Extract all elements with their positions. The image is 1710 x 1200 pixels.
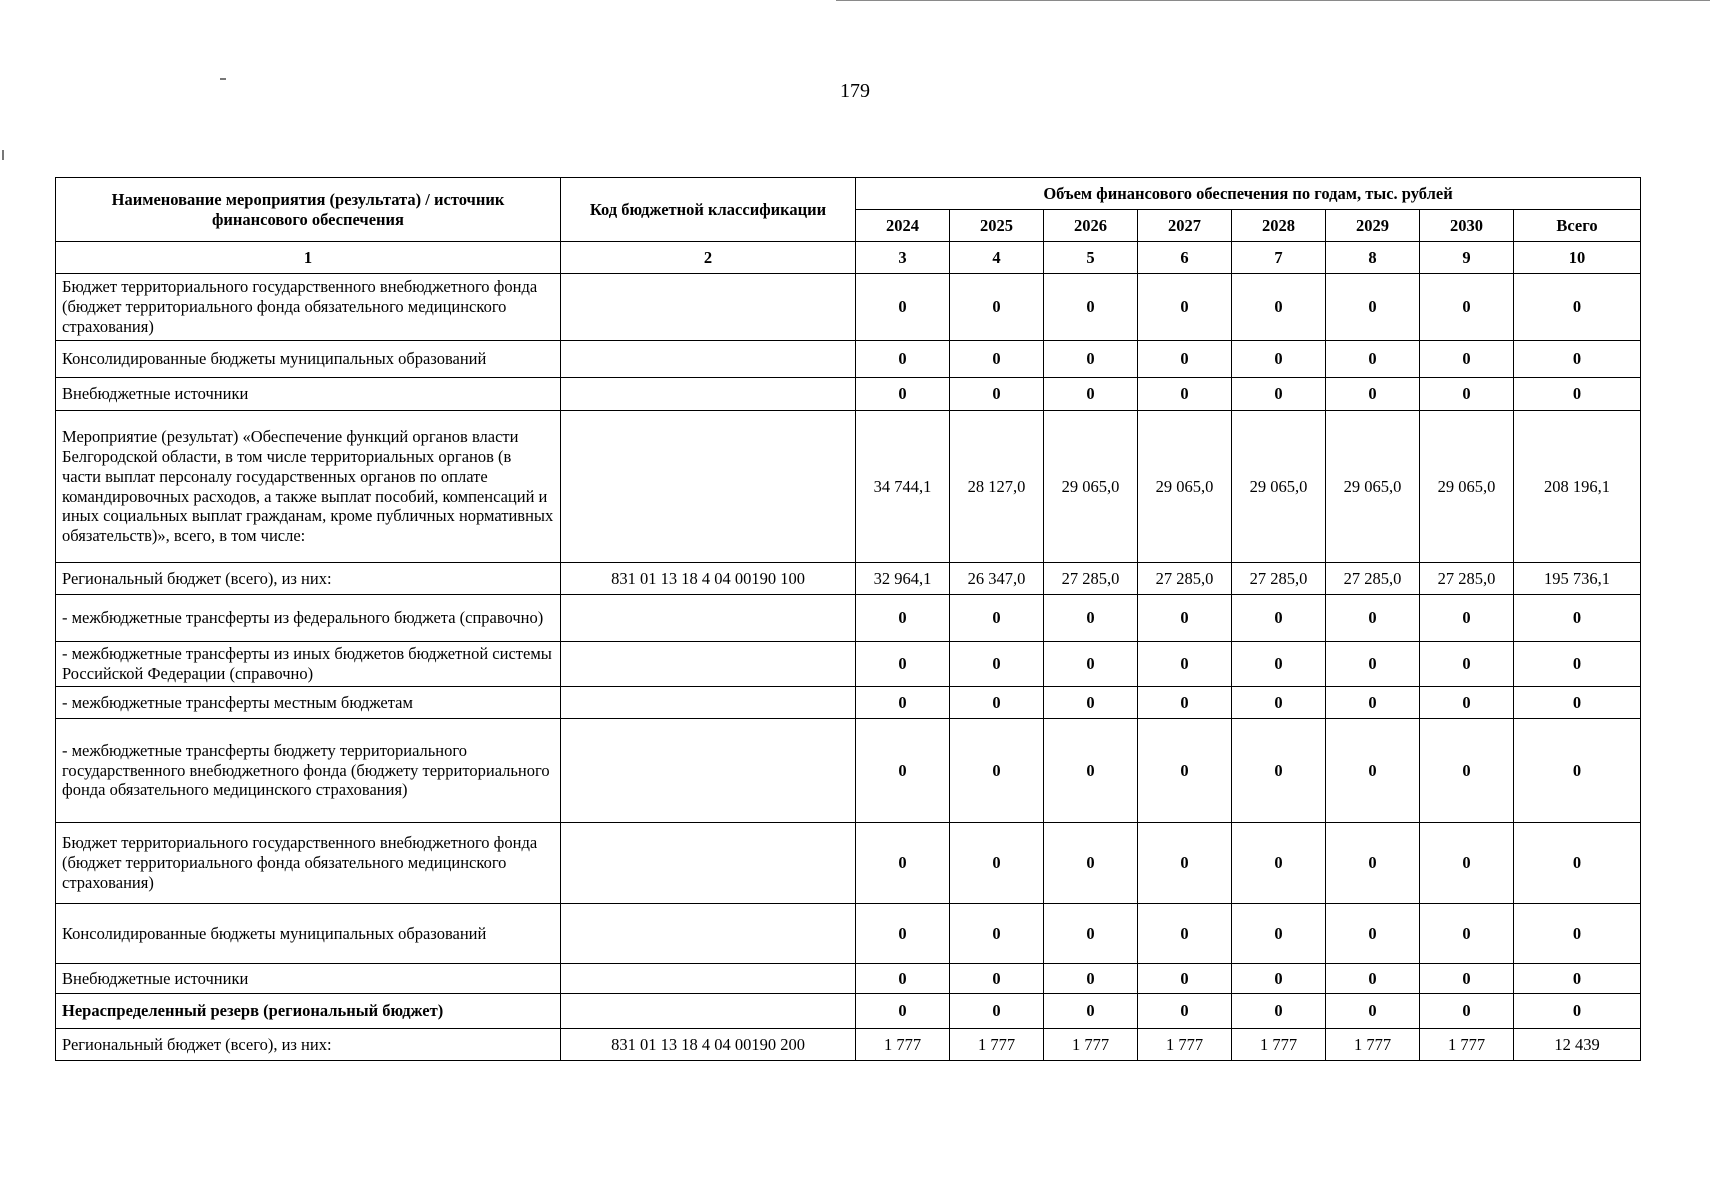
row-budget-code	[561, 687, 856, 719]
row-year-value: 28 127,0	[950, 411, 1044, 563]
row-year-value: 0	[1138, 378, 1232, 411]
table-row	[56, 719, 1641, 823]
table-row	[56, 274, 1641, 341]
row-year-value: 0	[950, 719, 1044, 823]
row-year-value: 27 285,0	[1232, 563, 1326, 595]
row-year-value: 0	[950, 642, 1044, 687]
table-row	[56, 994, 1641, 1029]
row-year-value: 0	[1044, 595, 1138, 642]
row-name: Консолидированные бюджеты муниципальных образований	[56, 341, 561, 378]
header-year-2026: 2026	[1044, 210, 1138, 242]
row-total-value: 0	[1514, 687, 1641, 719]
table-row	[56, 687, 1641, 719]
row-total-value: 0	[1514, 274, 1641, 341]
row-year-value: 0	[950, 687, 1044, 719]
row-name: - межбюджетные трансферты местным бюджетам	[56, 687, 561, 719]
row-total-value: 0	[1514, 719, 1641, 823]
row-year-value: 1 777	[1420, 1029, 1514, 1061]
row-year-value: 0	[1232, 823, 1326, 904]
header-year-2025: 2025	[950, 210, 1044, 242]
row-budget-code	[561, 274, 856, 341]
row-name: Региональный бюджет (всего), из них:	[56, 563, 561, 595]
row-year-value: 0	[950, 378, 1044, 411]
row-year-value: 0	[1232, 719, 1326, 823]
row-year-value: 0	[1326, 378, 1420, 411]
row-year-value: 0	[1138, 642, 1232, 687]
row-year-value: 0	[1420, 642, 1514, 687]
row-year-value: 0	[1044, 274, 1138, 341]
row-year-value: 0	[1326, 687, 1420, 719]
row-total-value: 0	[1514, 341, 1641, 378]
row-year-value: 0	[1420, 719, 1514, 823]
row-year-value: 0	[1044, 904, 1138, 964]
header-name-column: Наименование мероприятия (результата) / источник финансового обеспечения	[56, 178, 561, 242]
row-year-value: 1 777	[1232, 1029, 1326, 1061]
table-row	[56, 411, 1641, 563]
row-year-value: 0	[1326, 341, 1420, 378]
row-name: - межбюджетные трансферты из федерального бюджета (справочно)	[56, 595, 561, 642]
row-year-value: 0	[1420, 595, 1514, 642]
row-total-value: 0	[1514, 964, 1641, 994]
row-year-value: 0	[1420, 687, 1514, 719]
row-year-value: 29 065,0	[1326, 411, 1420, 563]
row-year-value: 0	[1326, 904, 1420, 964]
column-index: 8	[1326, 242, 1420, 274]
column-index: 6	[1138, 242, 1232, 274]
row-year-value: 0	[856, 687, 950, 719]
row-year-value: 0	[856, 341, 950, 378]
row-year-value: 1 777	[950, 1029, 1044, 1061]
table-row	[56, 378, 1641, 411]
table-row	[56, 1029, 1641, 1061]
row-year-value: 0	[1420, 994, 1514, 1029]
row-year-value: 0	[950, 823, 1044, 904]
header-year-2029: 2029	[1326, 210, 1420, 242]
row-name: Консолидированные бюджеты муниципальных образований	[56, 904, 561, 964]
row-year-value: 34 744,1	[856, 411, 950, 563]
row-total-value: 12 439	[1514, 1029, 1641, 1061]
header-year-2024: 2024	[856, 210, 950, 242]
table-header	[56, 178, 1641, 274]
row-year-value: 0	[1420, 341, 1514, 378]
table-body	[56, 274, 1641, 1061]
column-index: 4	[950, 242, 1044, 274]
row-year-value: 32 964,1	[856, 563, 950, 595]
table-row	[56, 904, 1641, 964]
row-year-value: 0	[1138, 595, 1232, 642]
row-name: Бюджет территориального государственного внебюджетного фонда (бюджет территориального фонда обязательного медицинского страхования)	[56, 274, 561, 341]
row-name: Внебюджетные источники	[56, 964, 561, 994]
row-name: - межбюджетные трансферты бюджету территориального государственного внебюджетного фонда (бюджету территориального фонда обязательного медицинского страхования)	[56, 719, 561, 823]
scan-edge-mark	[2, 150, 4, 160]
header-year-2030: 2030	[1420, 210, 1514, 242]
row-year-value: 0	[856, 719, 950, 823]
row-year-value: 0	[1420, 904, 1514, 964]
table-row	[56, 642, 1641, 687]
row-budget-code: 831 01 13 18 4 04 00190 100	[561, 563, 856, 595]
column-index: 3	[856, 242, 950, 274]
scan-top-rule	[836, 0, 1710, 1]
row-year-value: 0	[1232, 904, 1326, 964]
row-year-value: 0	[950, 595, 1044, 642]
row-budget-code	[561, 341, 856, 378]
row-year-value: 0	[1138, 719, 1232, 823]
row-year-value: 26 347,0	[950, 563, 1044, 595]
row-year-value: 0	[856, 964, 950, 994]
row-year-value: 1 777	[1138, 1029, 1232, 1061]
row-year-value: 1 777	[1326, 1029, 1420, 1061]
row-total-value: 0	[1514, 823, 1641, 904]
row-total-value: 0	[1514, 904, 1641, 964]
row-year-value: 0	[1138, 274, 1232, 341]
column-index: 9	[1420, 242, 1514, 274]
row-year-value: 0	[1232, 378, 1326, 411]
header-year-2027: 2027	[1138, 210, 1232, 242]
row-total-value: 0	[1514, 994, 1641, 1029]
table-row	[56, 823, 1641, 904]
row-year-value: 1 777	[856, 1029, 950, 1061]
row-year-value: 27 285,0	[1044, 563, 1138, 595]
row-year-value: 0	[1420, 274, 1514, 341]
row-year-value: 29 065,0	[1232, 411, 1326, 563]
row-year-value: 0	[1232, 994, 1326, 1029]
row-year-value: 0	[1044, 341, 1138, 378]
row-year-value: 0	[1044, 642, 1138, 687]
row-year-value: 0	[1044, 378, 1138, 411]
row-year-value: 0	[1232, 341, 1326, 378]
row-year-value: 29 065,0	[1044, 411, 1138, 563]
row-year-value: 0	[1326, 274, 1420, 341]
row-year-value: 0	[1420, 823, 1514, 904]
row-year-value: 0	[1138, 341, 1232, 378]
row-budget-code	[561, 994, 856, 1029]
row-year-value: 27 285,0	[1138, 563, 1232, 595]
financing-table	[55, 177, 1641, 1061]
row-budget-code	[561, 411, 856, 563]
row-budget-code	[561, 823, 856, 904]
table-row	[56, 563, 1641, 595]
row-year-value: 0	[1326, 964, 1420, 994]
row-name: Нераспределенный резерв (региональный бюджет)	[56, 994, 561, 1029]
row-year-value: 0	[1044, 823, 1138, 904]
row-year-value: 0	[1232, 595, 1326, 642]
row-budget-code: 831 01 13 18 4 04 00190 200	[561, 1029, 856, 1061]
row-year-value: 0	[1138, 904, 1232, 964]
row-year-value: 0	[1138, 687, 1232, 719]
row-year-value: 0	[1326, 823, 1420, 904]
row-year-value: 0	[1044, 687, 1138, 719]
row-budget-code	[561, 904, 856, 964]
row-year-value: 0	[950, 341, 1044, 378]
row-year-value: 0	[856, 274, 950, 341]
row-budget-code	[561, 719, 856, 823]
table-row	[56, 964, 1641, 994]
header-volume-group: Объем финансового обеспечения по годам, тыс. рублей	[856, 178, 1641, 210]
page-number: 179	[840, 80, 870, 102]
row-year-value: 0	[950, 274, 1044, 341]
row-year-value: 0	[856, 904, 950, 964]
row-total-value: 208 196,1	[1514, 411, 1641, 563]
column-index: 5	[1044, 242, 1138, 274]
row-year-value: 1 777	[1044, 1029, 1138, 1061]
column-index: 10	[1514, 242, 1641, 274]
row-name: Внебюджетные источники	[56, 378, 561, 411]
row-name: Мероприятие (результат) «Обеспечение функций органов власти Белгородской области, в том числе территориальных органов (в части выплат персоналу государственных органов по оплате командировочных расходов, а также выплат пособий, компенсаций и иных социальных выплат гражданам, кроме публичных нормативных обязательств)», всего, в том числе:	[56, 411, 561, 563]
row-year-value: 0	[1326, 719, 1420, 823]
row-year-value: 0	[950, 904, 1044, 964]
row-year-value: 0	[1138, 994, 1232, 1029]
table-row	[56, 341, 1641, 378]
column-index: 2	[561, 242, 856, 274]
row-year-value: 0	[856, 595, 950, 642]
row-year-value: 0	[856, 823, 950, 904]
row-year-value: 0	[1044, 964, 1138, 994]
row-budget-code	[561, 642, 856, 687]
row-budget-code	[561, 378, 856, 411]
row-year-value: 0	[1138, 964, 1232, 994]
row-year-value: 0	[1232, 964, 1326, 994]
row-year-value: 27 285,0	[1420, 563, 1514, 595]
row-year-value: 0	[950, 994, 1044, 1029]
row-year-value: 0	[1232, 274, 1326, 341]
row-name: - межбюджетные трансферты из иных бюджетов бюджетной системы Российской Федерации (справочно)	[56, 642, 561, 687]
row-year-value: 29 065,0	[1138, 411, 1232, 563]
row-year-value: 0	[856, 994, 950, 1029]
row-budget-code	[561, 964, 856, 994]
row-year-value: 0	[1420, 964, 1514, 994]
row-budget-code	[561, 595, 856, 642]
header-code-column: Код бюджетной классификации	[561, 178, 856, 242]
row-year-value: 0	[1232, 687, 1326, 719]
row-year-value: 0	[1044, 994, 1138, 1029]
header-year-2028: 2028	[1232, 210, 1326, 242]
row-total-value: 0	[1514, 595, 1641, 642]
row-year-value: 0	[856, 378, 950, 411]
row-total-value: 0	[1514, 378, 1641, 411]
row-year-value: 0	[1138, 823, 1232, 904]
row-year-value: 29 065,0	[1420, 411, 1514, 563]
row-name: Бюджет территориального государственного внебюджетного фонда (бюджет территориального фонда обязательного медицинского страхования)	[56, 823, 561, 904]
row-year-value: 27 285,0	[1326, 563, 1420, 595]
row-name: Региональный бюджет (всего), из них:	[56, 1029, 561, 1061]
row-year-value: 0	[950, 964, 1044, 994]
row-total-value: 195 736,1	[1514, 563, 1641, 595]
row-year-value: 0	[856, 642, 950, 687]
header-total: Всего	[1514, 210, 1641, 242]
row-year-value: 0	[1326, 994, 1420, 1029]
row-year-value: 0	[1420, 378, 1514, 411]
row-year-value: 0	[1232, 642, 1326, 687]
row-year-value: 0	[1044, 719, 1138, 823]
row-year-value: 0	[1326, 642, 1420, 687]
column-index: 1	[56, 242, 561, 274]
row-total-value: 0	[1514, 642, 1641, 687]
row-year-value: 0	[1326, 595, 1420, 642]
column-index: 7	[1232, 242, 1326, 274]
table-row	[56, 595, 1641, 642]
